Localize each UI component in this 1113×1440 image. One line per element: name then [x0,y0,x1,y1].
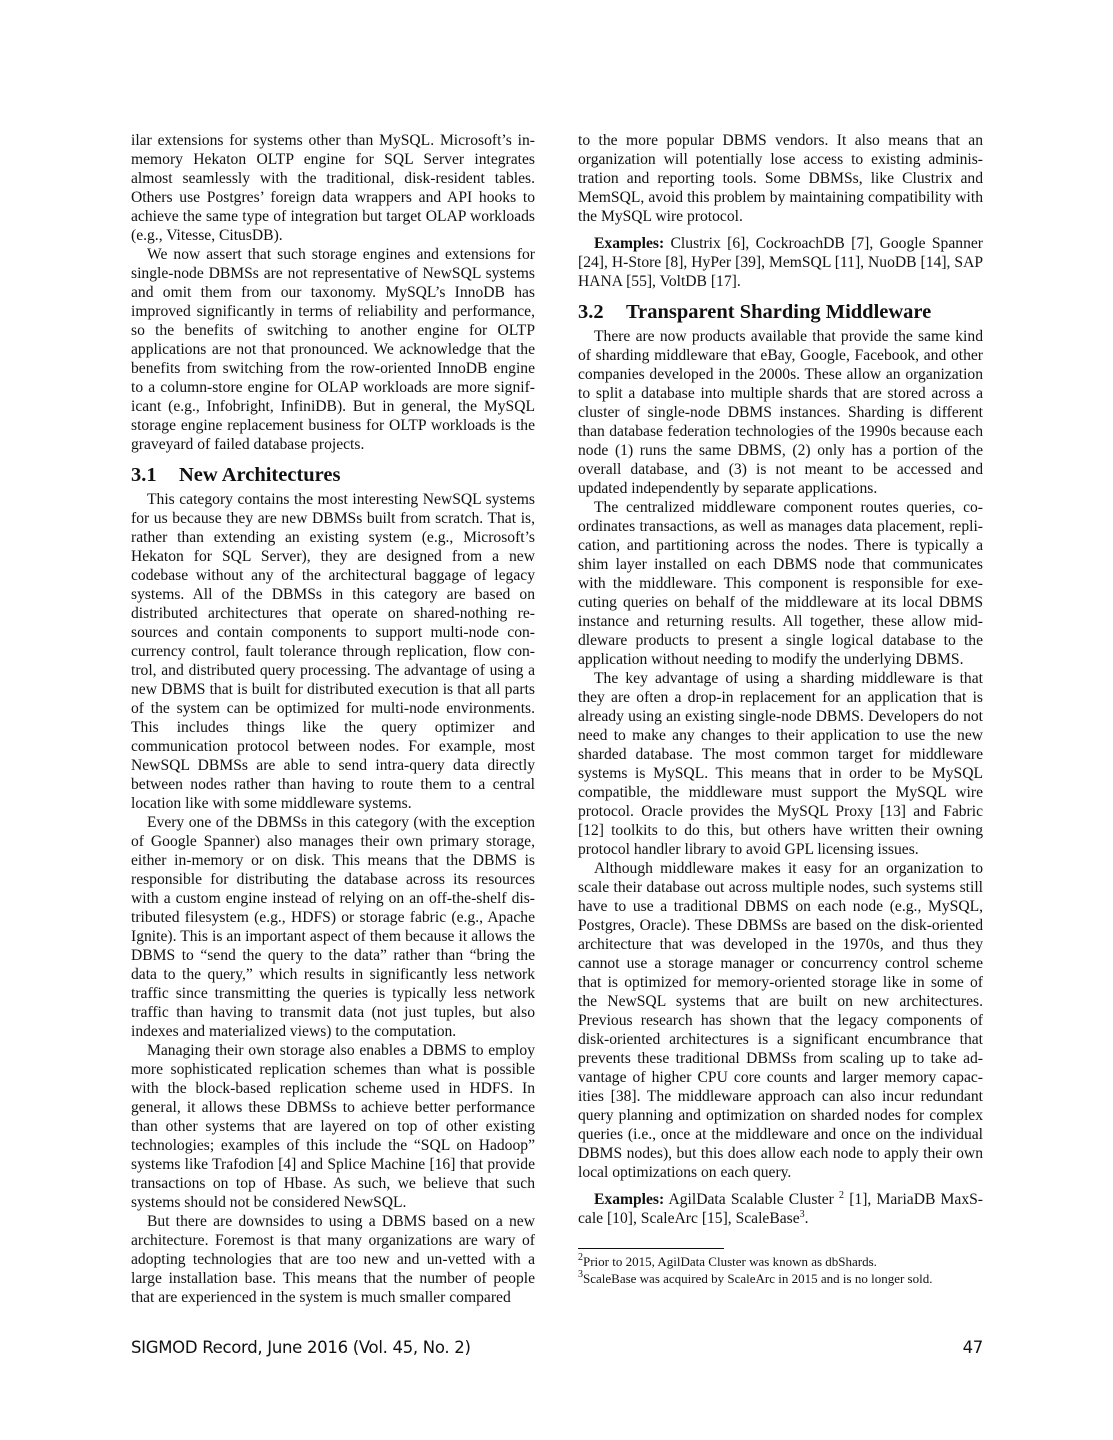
paragraph: Although middleware makes it easy for an organization to scale their database out across multiple nodes, such systems still have to use a traditional DBMS on each node (e.g., MySQL, Postgres, Oracle). These DBMSs are based on the disk-oriented architecture that was developed in the 1970s, and thus they cannot use a storage manager or concurrency control scheme that is optimized for memory-oriented storage like in some of the NewSQL systems that are built on new architectures. Previous research has shown that the legacy components of disk-oriented architectures is a significant encumbrance that prevents these traditional DBMSs from scaling up to take advantage of higher CPU core counts and larger memory capacities [38]. The middleware approach can also incur redundant query planning and optimization on sharded nodes for complex queries (i.e., once at the middleware and once on the individual DBMS nodes), but this does allow each node to apply their own local optimizations on each query. [578,860,983,1181]
examples-text: [1], MariaDB MaxScale [10], ScaleArc [15], ScaleBase [578,1191,983,1227]
right-column [578,131,983,1287]
paragraph: The key advantage of using a sharding middleware is that they are often a drop-in replacement for an application that is already using an existing single-node DBMS. Developers do not need to make any changes to their application to use the new sharded database. The most common target for middleware systems is MySQL. This means that in order to be MySQL compatible, the middleware must support the MySQL wire protocol. Oracle provides the MySQL Proxy [13] and Fabric [12] toolkits to do this, but others have written their owning protocol handler library to avoid GPL licensing issues. [578,670,983,858]
footnote-mark: 3 [578,1269,583,1280]
paragraph: But there are downsides to using a DBMS based on a new architecture. Foremost is that many organizations are wary of adopting technologies that are too new and un-vetted with a large installation base. This means that the number of people that are experienced in the system is much smaller compared [131,1213,535,1306]
examples-text: Clustrix [6], CockroachDB [7], Google Spanner [24], H-Store [8], HyPer [39], MemSQL [11], NuoDB [14], SAP HANA [55], VoltDB [17]. [578,235,983,290]
paragraph: Every one of the DBMSs in this category (with the exception of Google Spanner) also manages their own primary storage, either in-memory or on disk. This means that the DBMS is responsible for distributing the database across its resources with a custom engine instead of relying on an off-the-shelf distributed filesystem (e.g., HDFS) or storage fabric (e.g., Apache Ignite). This is an important aspect of them because it allows the DBMS to “send the query to the data” rather than “bring the data to the query,” which results in significantly less network traffic since transmitting the queries is typically less network traffic than having to transmit data (not just tuples, but also indexes and materialized views) to the computation. [131,814,535,1040]
examples-label: Examples: [594,1191,665,1208]
section-number: 3.2 [578,301,604,323]
examples-list-3-2 [578,1190,983,1228]
section-heading-3-1 [131,463,535,487]
examples-list-3-1 [578,234,983,291]
venue-info: SIGMOD Record, June 2016 (Vol. 45, No. 2) [131,1338,471,1357]
paragraph: Managing their own storage also enables a DBMS to employ more sophisticated replication schemes than what is possible with the block-based replication scheme used in HDFS. In general, it allows these DBMSs to achieve better performance than other systems that are layered on top of other existing technologies; examples of this include the “SQL on Hadoop” systems like Trafodion [4] and Splice Machine [16] that provide transactions on top of Hbase. As such, we believe that such systems should not be considered NewSQL. [131,1042,535,1211]
page-footer [131,1338,983,1357]
footnote-divider [578,1248,724,1249]
footnote-text: ScaleBase was acquired by ScaleArc in 2015 and is no longer sold. [583,1271,933,1286]
footnote-text: Prior to 2015, AgilData Cluster was known as dbShards. [583,1254,877,1269]
section-title: Transparent Sharding Middleware [626,301,932,323]
paragraph: There are now products available that provide the same kind of sharding middleware that eBay, Google, Facebook, and other companies developed in the 2000s. These allow an organization to split a database into multiple shards that are stored across a cluster of single-node DBMS instances. Sharding is different than database federation technologies of the 1990s because each node (1) runs the same DBMS, (2) only has a portion of the overall database, and (3) is not meant to be accessed and updated independently by separate applications. [578,328,983,497]
footnote-ref-3[interactable]: 3 [799,1209,805,1220]
footnote-mark: 2 [578,1252,583,1263]
paragraph: The centralized middleware component routes queries, coordinates transactions, as well as manages data placement, replication, and partitioning across the nodes. There is typically a shim layer installed on each DBMS node that communicates with the middleware. This component is responsible for executing queries on behalf of the middleware at its local DBMS instance and returning results. All together, these allow middleware products to present a single logical database to the application without needing to modify the underlying DBMS. [578,499,983,668]
footnote-3 [578,1270,983,1287]
footnote-2 [578,1253,983,1270]
section-title: New Architectures [179,464,341,486]
section-heading-3-2 [578,300,983,324]
examples-text: . [804,1210,809,1227]
paragraph: We now assert that such storage engines and extensions for single-node DBMSs are not representative of NewSQL systems and omit them from our taxonomy. MySQL’s InnoDB has improved significantly in terms of reliability and performance, so the benefits of switching to another engine for OLTP applications are not that pronounced. We acknowledge that the benefits from switching from the row-oriented InnoDB engine to a column-store engine for OLAP workloads are more significant (e.g., Infobright, InfiniDB). But in general, the MySQL storage engine replacement business for OLTP workloads is the graveyard of failed database projects. [131,246,535,453]
examples-label: Examples: [594,235,665,252]
paragraph: This category contains the most interesting NewSQL systems for us because they are new DBMSs built from scratch. That is, rather than extending an existing system (e.g., Microsoft’s Hekaton for SQL Server), they are designed from a new codebase without any of the architectural baggage of legacy systems. All of the DBMSs in this category are based on distributed architectures that operate on shared-nothing resources and contain components to support multi-node concurrency control, fault tolerance through replication, flow control, and distributed query processing. The advantage of using a new DBMS that is built for distributed execution is that all parts of the system can be optimized for multi-node environments. This includes things like the query optimizer and communication protocol between nodes. For example, most NewSQL DBMSs are able to send intra-query data directly between nodes rather than having to route them to a central location like with some middleware systems. [131,491,535,812]
paragraph: ilar extensions for systems other than MySQL. Microsoft’s in-memory Hekaton OLTP engine for SQL Server integrates almost seamlessly with the traditional, disk-resident tables. Others use Postgres’ foreign data wrappers and API hooks to achieve the same type of integration but target OLAP workloads (e.g., Vitesse, CitusDB). [131,132,535,244]
paragraph: to the more popular DBMS vendors. It also means that an organization will potentially lose access to existing administration and reporting tools. Some DBMSs, like Clustrix and MemSQL, avoid this problem by maintaining compatibility with the MySQL wire protocol. [578,132,983,225]
footnote-ref-2[interactable]: 2 [839,1190,845,1201]
section-number: 3.1 [131,464,157,486]
left-column [131,131,535,1307]
page-number: 47 [962,1338,983,1357]
examples-text: AgilData Scalable Cluster [664,1191,840,1208]
